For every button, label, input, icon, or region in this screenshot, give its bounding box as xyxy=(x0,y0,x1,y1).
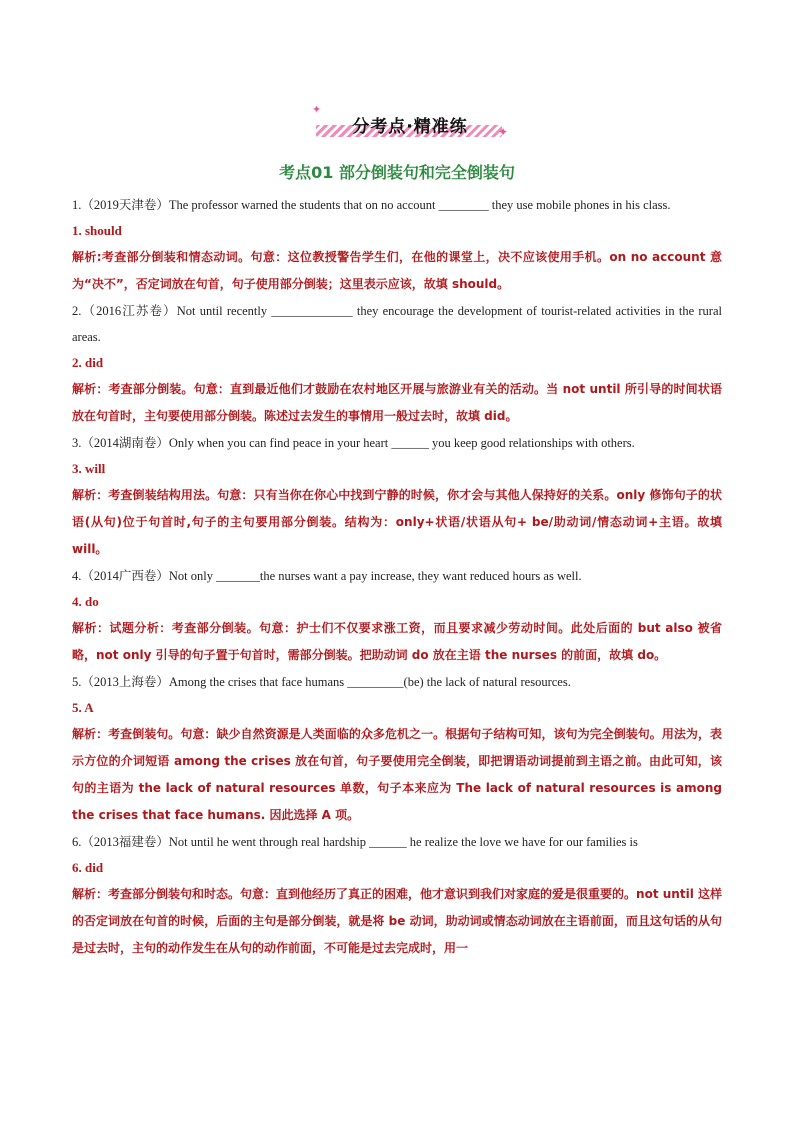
answer-text: 3. will xyxy=(72,461,106,476)
answer-text: 1. should xyxy=(72,223,122,238)
question-text: 4.（2014广西卷）Not only _______the nurses want a pay increase, they want reduced hours as well. xyxy=(72,569,582,583)
question-item xyxy=(72,669,722,829)
explanation-text: 解析:考查部分倒装和情态动词。句意：这位教授警告学生们，在他的课堂上，决不应该使用手机。on no account 意为“决不”，否定词放在句首，句子使用部分倒装；这里表示应该，故填 should。 xyxy=(72,250,722,291)
question-item xyxy=(72,829,722,962)
answer-text: 4. do xyxy=(72,594,99,609)
answer-text: 5. A xyxy=(72,700,94,715)
sparkle-icon: ✦ xyxy=(498,125,509,139)
section-title: 考点01 部分倒装句和完全倒装句 xyxy=(279,163,515,182)
sparkle-icon: ✦ xyxy=(312,103,322,116)
explanation-text: 解析：考查部分倒装句和时态。句意：直到他经历了真正的困难，他才意识到我们对家庭的爱是很重要的。not until 这样的否定词放在句首的时候，后面的主句是部分倒装，就是将 be 动词，助动词或情态动词放在主语前面，而且这句话的从句是过去时，主句的动作发生在从句的动作前面，不可能是过去完成时，用一 xyxy=(72,887,722,955)
question-text: 3.（2014湖南卷）Only when you can find peace in your heart ______ you keep good relationships with others. xyxy=(72,436,635,450)
question-text: 2.（2016江苏卷）Not until recently _____________ they encourage the development of tourist-related activities in the rural areas. xyxy=(72,304,722,344)
explanation-text: 解析：考查部分倒装。句意：直到最近他们才鼓励在农村地区开展与旅游业有关的活动。当 not until 所引导的时间状语放在句首时，主句要使用部分倒装。陈述过去发生的事情用一般过去时，故填 did。 xyxy=(72,382,722,423)
question-text: 5.（2013上海卷）Among the crises that face humans _________(be) the lack of natural resources. xyxy=(72,675,571,689)
explanation-text: 解析：考查倒装结构用法。句意：只有当你在你心中找到宁静的时候，你才会与其他人保持好的关系。only 修饰句子的状语(从句)位于句首时,句子的主句要用部分倒装。结构为：only+状语/状语从句+ be/助动词/情态动词+主语。故填 will。 xyxy=(72,488,722,556)
question-item xyxy=(72,563,722,669)
banner-title: 分考点·精准练 xyxy=(352,117,468,137)
question-item xyxy=(72,430,722,563)
question-item xyxy=(72,192,722,298)
section-banner xyxy=(312,104,512,144)
answer-text: 6. did xyxy=(72,860,104,875)
answer-text: 2. did xyxy=(72,355,104,370)
question-text: 1.（2019天津卷）The professor warned the students that on no account ________ they use mobile phones in his class. xyxy=(72,198,671,212)
explanation-text: 解析：考查倒装句。句意：缺少自然资源是人类面临的众多危机之一。根据句子结构可知，该句为完全倒装句。用法为，表示方位的介词短语 among the crises 放在句首，句子要使用完全倒装，即把谓语动词提前到主语之前。由此可知，该句的主语为 the lack of natural resources 单数，句子本来应为 The lack of natural resources is among the crises that face humans. 因此选择 A 项。 xyxy=(72,727,722,822)
question-text: 6.（2013福建卷）Not until he went through real hardship ______ he realize the love we have for our families is xyxy=(72,835,638,849)
explanation-text: 解析：试题分析：考查部分倒装。句意：护士们不仅要求涨工资，而且要求减少劳动时间。此处后面的 but also 被省略，not only 引导的句子置于句首时，需部分倒装。把助动词 do 放在主语 the nurses 的前面，故填 do。 xyxy=(72,621,722,662)
question-list xyxy=(72,192,722,962)
question-item xyxy=(72,298,722,430)
